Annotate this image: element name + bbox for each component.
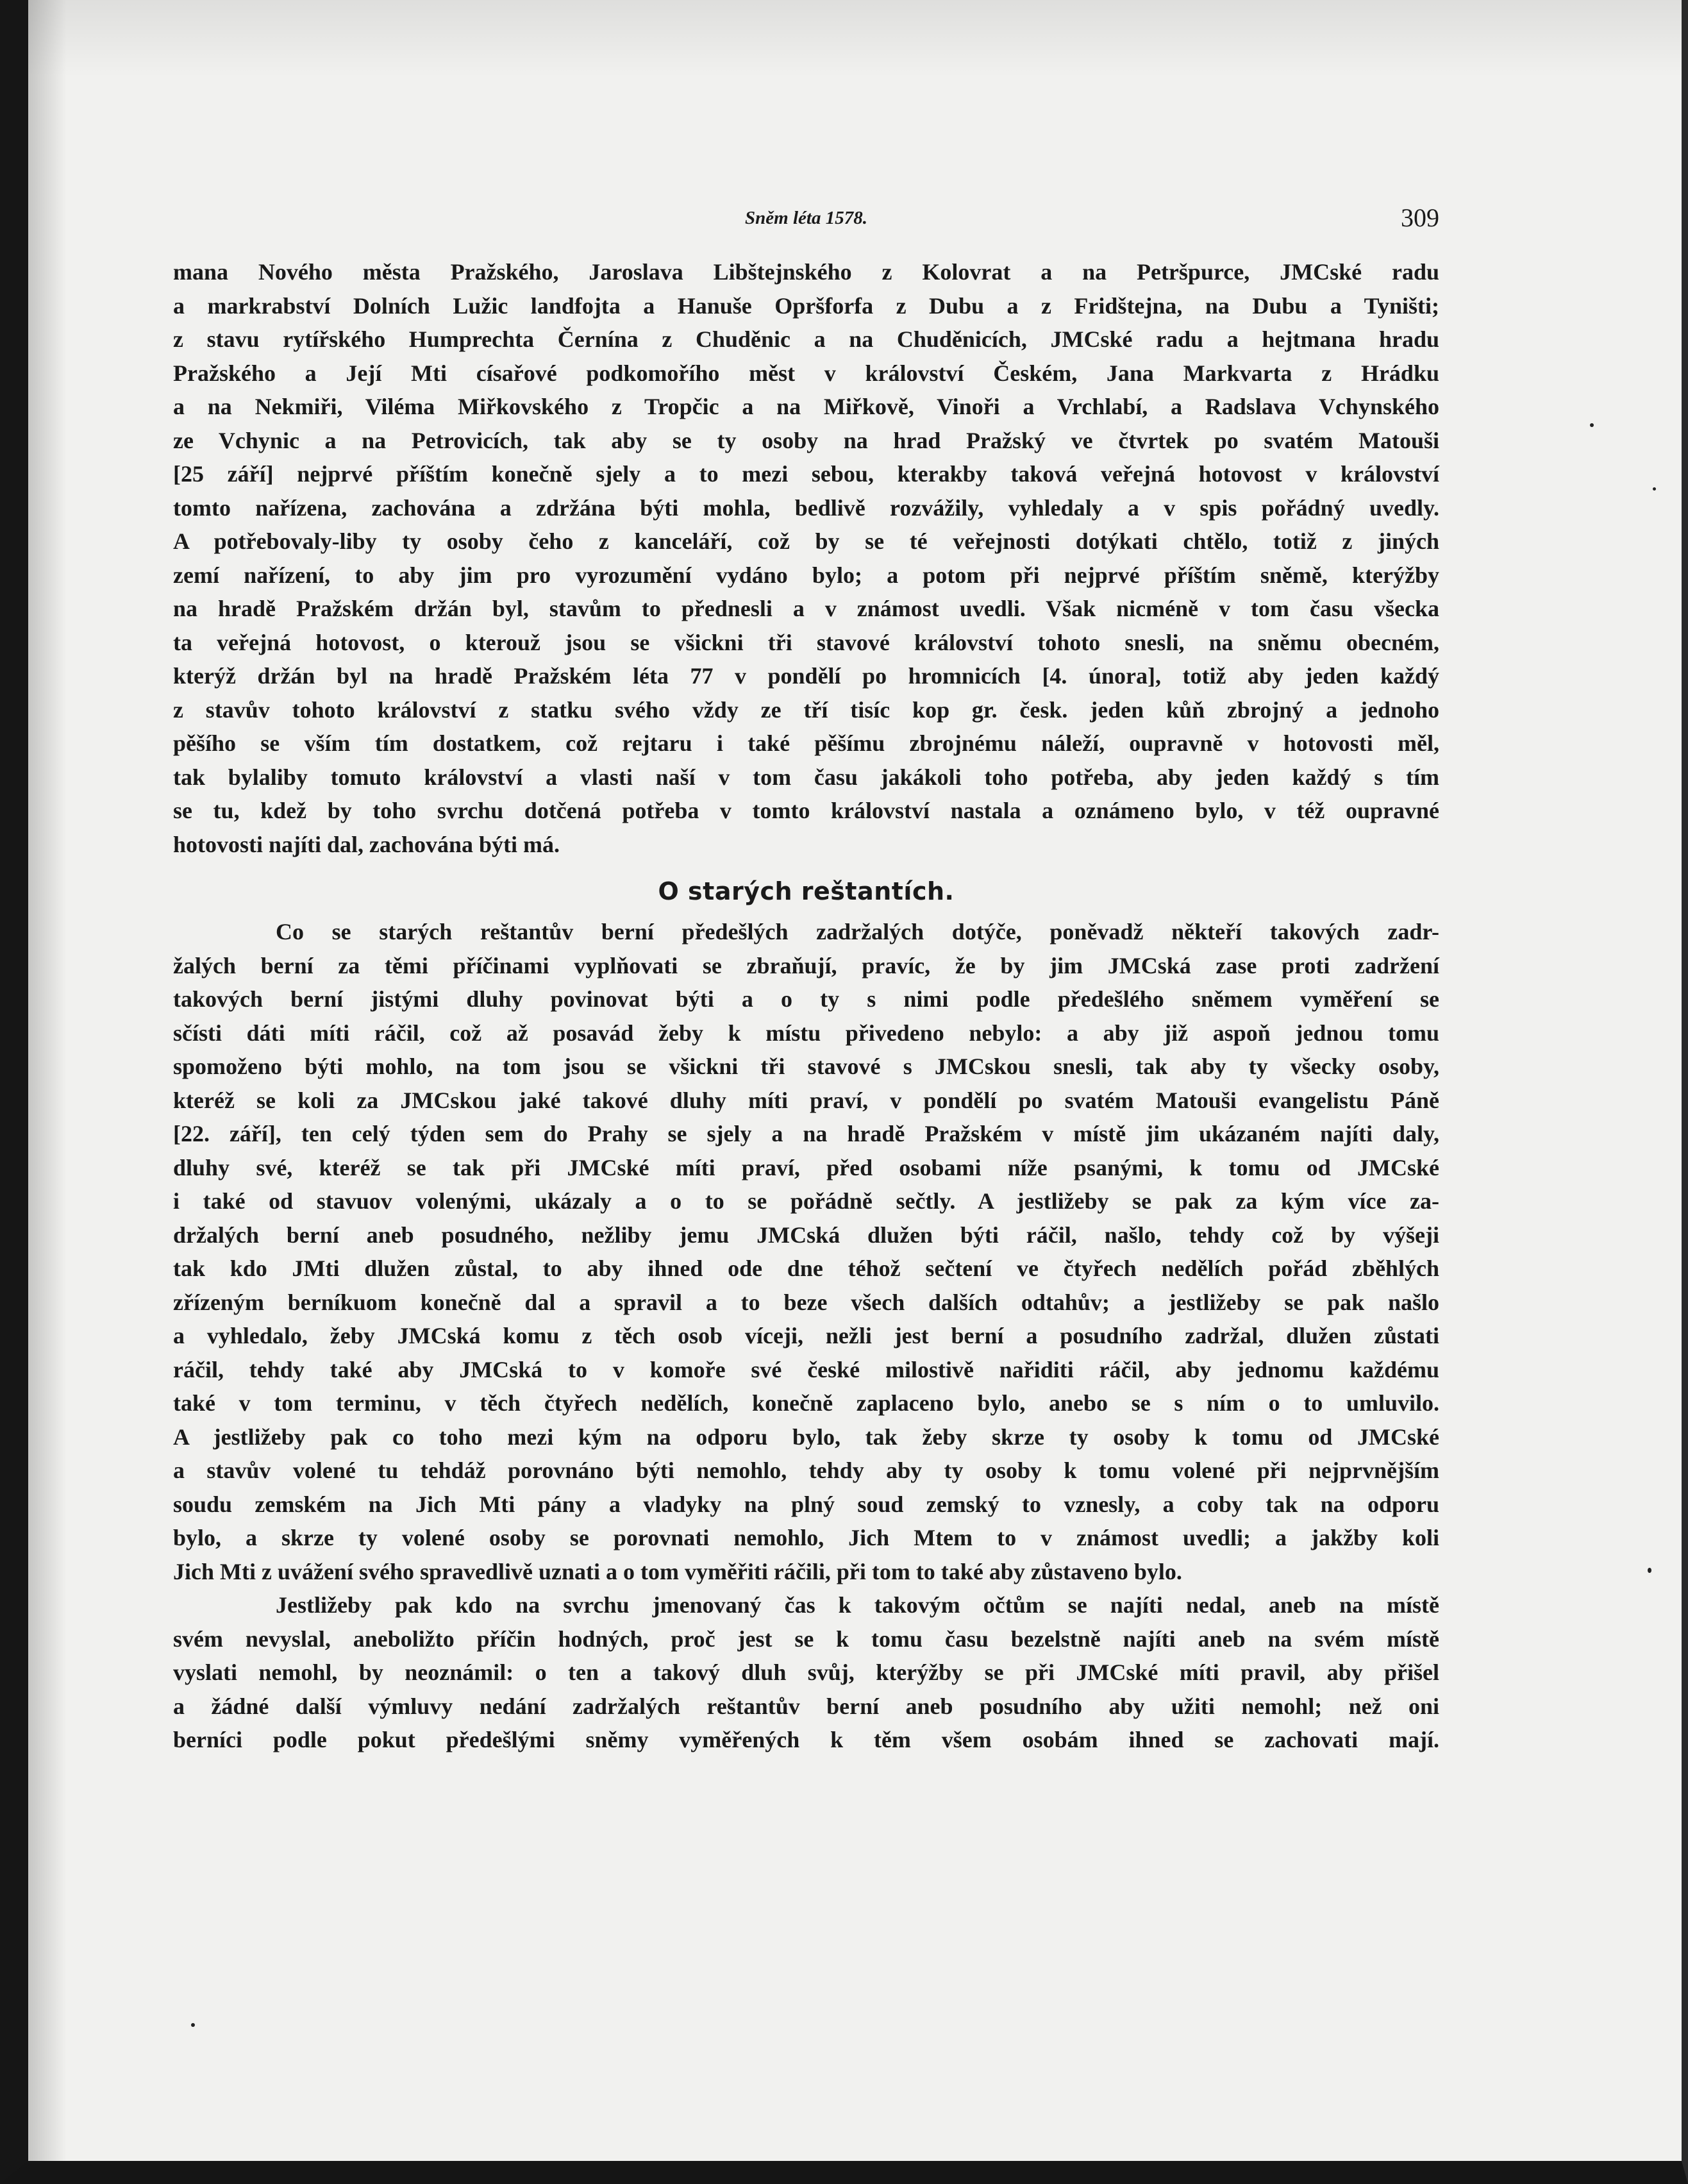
text-line: takových berní jistými dluhy povinovat býti a o ty s nimi podle předešlého sněmem vyměření se (173, 986, 1439, 1012)
page-header (173, 203, 1439, 235)
binding-shadow (28, 0, 67, 2161)
text-line: žalých berní za těmi příčinami vyplňovati se zbraňují, pravíc, že by jim JMCská zase proti zadržení (173, 952, 1439, 979)
text-line: [25 září] nejprvé příštím konečně sjely a to mezi sebou, kterakby taková veřejná hotovost v království (173, 461, 1439, 487)
text-line: soudu zemském na Jich Mti pány a vladyky na plný soud zemský to vznesly, a coby tak na odporu (173, 1491, 1439, 1517)
text-block (173, 255, 1439, 1757)
text-line: také v tom terminu, v těch čtyřech nedělích, konečně zaplaceno bylo, anebo se s ním o to umluvilo. (173, 1390, 1439, 1416)
text-line: ze Vchynic a na Petrovicích, tak aby se ty osoby na hrad Pražský ve čtvrtek po svatém Matouši (173, 427, 1439, 453)
text-line: hotovosti najíti dal, zachována býti má. (173, 831, 560, 857)
scan-shade (28, 0, 1682, 77)
text-line: ráčil, tehdy také aby JMCská to v komoře své české milostivě nařiditi ráčil, aby jednomu každému (173, 1356, 1439, 1382)
text-line: zemí nařízení, to aby jim pro vyrozumění vydáno bylo; a potom při nejprvé příštím sněmě, kterýžby (173, 562, 1439, 588)
text-line: Jestližeby pak kdo na svrchu jmenovaný čas k takovým očtům se najíti nedal, aneb na místě (276, 1592, 1439, 1618)
text-line: dluhy své, kteréž se tak při JMCské míti praví, před osobami níže psanými, k tomu od JMCské (173, 1154, 1439, 1180)
text-line: kteréž se koli za JMCskou jaké takové dluhy míti praví, v pondělí po svatém Matouši evangelistu Páně (173, 1087, 1439, 1113)
text-line: a vyhledalo, žeby JMCská komu z těch osob víceji, nežli jest berní a posudního zadržal, dlužen zůstati (173, 1323, 1439, 1348)
text-line: z stavu rytířského Humprechta Černína z Chuděnic a na Chuděnicích, JMCské radu a hejtmana hradu (173, 326, 1439, 352)
text-line: vyslati nemohl, by neoznámil: o ten a takový dluh svůj, kterýžby se při JMCské míti pravil, aby přišel (173, 1659, 1439, 1685)
page-number: 309 (1401, 203, 1439, 232)
text-line: A potřebovaly-liby ty osoby čeho z kanceláří, což by se té veřejnosti dotýkati chtělo, totiž z jiných (173, 528, 1439, 554)
text-line: kterýž držán byl na hradě Pražském léta 77 v pondělí po hromnicích [4. února], totiž aby jeden každý (173, 663, 1439, 689)
text-line: Pražského a Její Mti císařové podkomořího měst v království Českém, Jana Markvarta z Hrádku (173, 360, 1439, 386)
text-line: pěšího se vším tím dostatkem, což rejtaru i také pěšímu zbrojnému náleží, oupravně v hotovosti měl, (173, 730, 1439, 756)
text-line: ta veřejná hotovost, o kterouž jsou se všickni tři stavové království tohoto snesli, na sněmu obecném, (173, 629, 1439, 655)
text-line: sčísti dáti míti ráčil, což až posavád žeby k místu přivedeno nebylo: a aby již aspoň jednou tomu (173, 1020, 1439, 1046)
text-line: [22. září], ten celý týden sem do Prahy se sjely a na hradě Pražském v místě jim ukázaném najíti daly, (173, 1121, 1439, 1147)
text-line: a stavův volené tu tehdáž porovnáno býti nemohlo, tehdy aby ty osoby k tomu volené při nejprvnějším (173, 1457, 1439, 1483)
text-line: se tu, kdež by toho svrchu dotčená potřeba v tomto království nastala a oznámeno bylo, v též oupravné (173, 798, 1439, 823)
text-line: tak bylaliby tomuto království a vlasti naší v tom času jakákoli toho potřeba, aby jeden každý s tím (173, 764, 1439, 790)
text-line: na hradě Pražském držán byl, stavům to přednesli a v známost uvedli. Však nicméně v tom času všecka (173, 596, 1439, 621)
paragraph-3 (173, 1588, 1439, 1757)
scan-speck (1590, 423, 1594, 427)
text-line: i také od stavuov volenými, ukázaly a o to se pořádně sečtly. A jestližeby se pak za kým více za- (173, 1188, 1439, 1214)
text-line: tomto nařízena, zachována a zdržána býti mohla, bedlivě rozvážily, vyhledaly a v spis pořádný uvedly. (173, 494, 1439, 521)
scan-speck (1653, 487, 1656, 491)
section-heading: O starých reštantích. (658, 877, 955, 905)
text-line: spomoženo býti mohlo, na tom jsou se všickni tři stavové s JMCskou snesli, tak aby ty všecky osoby, (173, 1054, 1439, 1079)
paragraph-1 (173, 255, 1439, 861)
scan-speck (191, 2023, 195, 2027)
text-line: svém nevyslal, aneboližto příčin hodných, proč jest se k tomu času bezelstně najíti aneb na svém místě (173, 1625, 1439, 1652)
text-line: Jich Mti z uvážení svého spravedlivě uznati a o tom vyměřiti ráčili, při tom to také aby zůstaveno bylo. (173, 1558, 1182, 1584)
text-line: berníci podle pokut předešlými sněmy vyměřených k těm všem osobám ihned se zachovati mají. (173, 1727, 1439, 1752)
text-line: a na Nekmiři, Viléma Miřkovského z Tropčic a na Miřkově, Vinoři a Vrchlabí, a Radslava Vchynského (173, 394, 1439, 419)
text-line: a markrabství Dolních Lužic landfojta a Hanuše Opršforfa z Dubu a z Fridštejna, na Dubu a Tyništi; (173, 292, 1439, 319)
text-line: mana Nového města Pražského, Jaroslava Libštejnského z Kolovrat a na Petršpurce, JMCské radu (173, 259, 1439, 285)
paragraph-2 (173, 915, 1439, 1588)
text-line: Co se starých reštantův berní předešlých zadržalých dotýče, poněvadž někteří takových zadr- (276, 919, 1439, 945)
text-line: bylo, a skrze ty volené osoby se porovnati nemohlo, Jich Mtem to v známost uvedli; a jakžby koli (173, 1525, 1439, 1550)
text-line: držalých berní aneb posudného, nežliby jemu JMCská dlužen býti ráčil, našlo, tehdy což by výšeji (173, 1222, 1439, 1248)
text-line: a žádné další výmluvy nedání zadržalých reštantův berní aneb posudního aby užiti nemohl; než oni (173, 1693, 1439, 1719)
text-line: zřízeným berníkuom konečně dal a spravil a to beze všech dalších odtahův; a jestližeby se pak našlo (173, 1289, 1439, 1315)
text-line: z stavův tohoto království z statku svého vždy ze tří tisíc kop gr. česk. jeden kůň zbrojný a jednoho (173, 696, 1439, 723)
scan-speck (1648, 1568, 1651, 1573)
running-title: Sněm léta 1578. (745, 208, 867, 228)
text-line: tak kdo JMti dlužen zůstal, to aby ihned ode dne téhož sečtení ve čtyřech nedělích pořád zběhlých (173, 1256, 1439, 1281)
text-line: A jestližeby pak co toho mezi kým na odporu bylo, tak žeby skrze ty osoby k tomu od JMCské (173, 1424, 1439, 1450)
